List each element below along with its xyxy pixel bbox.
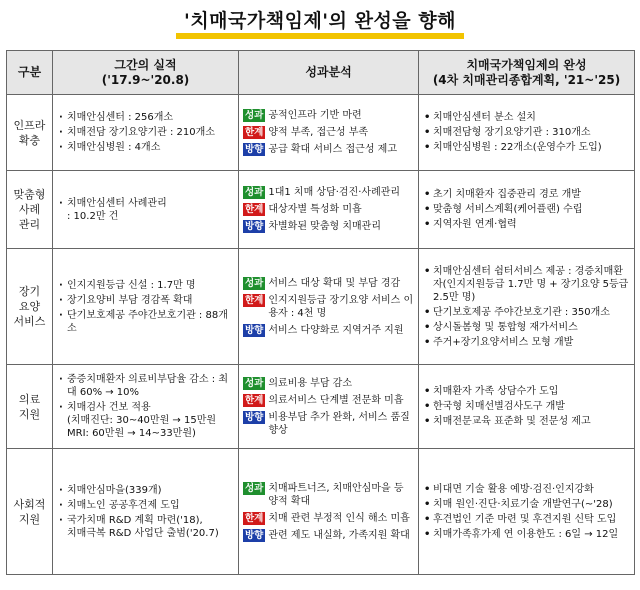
tag-result: 성과 [245, 187, 264, 198]
achievements-list [57, 197, 234, 223]
analysis-cell [239, 365, 419, 449]
analysis-cell [239, 171, 419, 249]
completion-item: • 맞춤형 서비스계획(케어플랜) 수립 [423, 203, 630, 216]
analysis-text: 의료서비스 단계별 전문화 미흡 [268, 394, 404, 406]
achievements-cell [53, 171, 239, 249]
completion-cell [419, 449, 635, 575]
achievements-cell [53, 249, 239, 365]
completion-list [423, 188, 630, 231]
header-achievements [53, 51, 239, 95]
tag-direction: 방향 [245, 144, 264, 155]
row-category: 맞춤형 사례 관리 [7, 171, 53, 249]
analysis-text: 차별화된 맞춤형 치매관리 [268, 221, 381, 232]
achievement-item: · 단기보호제공 주야간보호기관 : 88개소 [57, 309, 234, 335]
completion-item: • 비대면 기술 활용 예방·검진·인지강화 [423, 483, 630, 496]
analysis-text: 양적 부족, 접근성 부족 [268, 127, 369, 138]
analysis-cell [239, 249, 419, 365]
analysis-item [243, 277, 414, 290]
tag-limit: 한계 [245, 512, 264, 524]
analysis-text: 서비스 대상 확대 및 부담 경감 [268, 277, 401, 289]
analysis-item [243, 512, 414, 525]
achievements-cell [53, 365, 239, 449]
achievements-list [57, 111, 234, 154]
tag-direction: 방향 [245, 324, 264, 336]
analysis-text: 비용부담 추가 완화, 서비스 품질향상 [268, 411, 410, 436]
completion-list [423, 265, 630, 349]
completion-item: • 단기보호제공 주야간보호기관 : 350개소 [423, 306, 630, 319]
analysis-text: 치매 관련 부정적 인식 해소 미흡 [268, 512, 410, 524]
completion-list [423, 483, 630, 541]
analysis-item [243, 203, 414, 216]
tag-direction: 방향 [245, 529, 264, 541]
analysis-text: 대상자별 특성화 미흡 [268, 204, 362, 215]
analysis-item [243, 294, 414, 320]
analysis-item [243, 377, 414, 390]
analysis-text: 1대1 치매 상담·검진·사례관리 [268, 187, 401, 198]
analysis-text: 의료비용 부담 감소 [268, 377, 352, 389]
completion-list [423, 385, 630, 428]
analysis-text: 공급 확대 서비스 접근성 제고 [268, 144, 397, 155]
achievements-list [57, 484, 234, 540]
achievement-item: · 중증치매환자 의료비부담율 감소 : 최대 60% → 10% [57, 373, 234, 399]
analysis-group [243, 184, 414, 235]
analysis-item [243, 324, 414, 337]
analysis-item [243, 394, 414, 407]
completion-item: • 치매안심센터 쉼터서비스 제공 : 경증치매환자(인지지원등급 1.7만 명 + 장기요양 5등급 2.5만 명) [423, 265, 630, 304]
table-header-row [7, 51, 635, 95]
achievement-item: · 치매안심센터 사례관리 : 10.2만 건 [57, 197, 234, 223]
analysis-text: 서비스 다양화로 지역거주 지원 [268, 324, 404, 336]
achievement-item: · 치매안심병원 : 4개소 [57, 141, 234, 154]
completion-cell [419, 171, 635, 249]
completion-item: • 치매가족휴가제 연 이용한도 : 6일 → 12일 [423, 528, 630, 541]
analysis-item [243, 220, 414, 233]
completion-cell [419, 365, 635, 449]
completion-cell [419, 249, 635, 365]
achievement-item: · 치매안심센터 : 256개소 [57, 111, 234, 124]
completion-item: • 치매안심센터 분소 설치 [423, 111, 630, 124]
analysis-item [243, 529, 414, 542]
completion-cell [419, 95, 635, 171]
achievements-cell [53, 95, 239, 171]
tag-result: 성과 [245, 482, 264, 494]
tag-limit: 한계 [245, 127, 264, 138]
analysis-text: 관련 제도 내실화, 가족지원 확대 [268, 529, 410, 541]
completion-item: • 초기 치매환자 집중관리 경로 개발 [423, 188, 630, 201]
completion-item: • 치매환자 가족 상담수가 도입 [423, 385, 630, 398]
completion-item: • 치매전문교육 표준화 및 전문성 제고 [423, 415, 630, 428]
achievement-item: · 치매노인 공공후견제 도입 [57, 499, 234, 512]
analysis-group [243, 107, 414, 158]
table-row [7, 249, 635, 365]
achievements-list [57, 279, 234, 335]
tag-limit: 한계 [245, 294, 264, 306]
completion-item: • 후견법인 기준 마련 및 후견지원 신탁 도입 [423, 513, 630, 526]
achievements-cell [53, 449, 239, 575]
analysis-group [243, 480, 414, 544]
analysis-text: 공적인프라 기반 마련 [268, 110, 362, 121]
header-completion-title: 치매국가책임제의 완성 [466, 57, 587, 72]
row-category: 장기 요양 서비스 [7, 249, 53, 365]
tag-result: 성과 [245, 377, 264, 389]
achievement-item: · 치매검사 건보 적용 (치매진단: 30~40만원 → 15만원 MRI: 60만원 → 14~33만원) [57, 401, 234, 440]
header-analysis: 성과분석 [239, 51, 419, 95]
achievements-list [57, 373, 234, 440]
tag-result: 성과 [245, 110, 264, 121]
completion-item: • 주거+장기요양서비스 모형 개발 [423, 336, 630, 349]
completion-item: • 치매전담형 장기요양기관 : 310개소 [423, 126, 630, 139]
analysis-item [243, 143, 414, 156]
analysis-item [243, 109, 414, 122]
table-row [7, 365, 635, 449]
analysis-item [243, 126, 414, 139]
policy-table [6, 50, 635, 575]
analysis-item [243, 482, 414, 508]
analysis-text: 인지지원등급 장기요양 서비스 이용자 : 4천 명 [268, 294, 414, 319]
row-category: 인프라 확충 [7, 95, 53, 171]
tag-limit: 한계 [245, 394, 264, 406]
completion-item: • 치매 원인·진단·치료기술 개발연구(~'28) [423, 498, 630, 511]
header-completion-sub: (4차 치매관리종합계획, '21~'25) [432, 72, 621, 87]
achievement-item: · 국가치매 R&D 계획 마련('18), 치매극복 R&D 사업단 출범('20.7) [57, 514, 234, 540]
analysis-text: 치매파트너즈, 치매안심마을 등 양적 확대 [268, 482, 404, 507]
tag-limit: 한계 [245, 204, 264, 215]
page-title: '치매국가책임제'의 완성을 향해 [184, 10, 456, 32]
table-row [7, 95, 635, 171]
analysis-cell [239, 95, 419, 171]
achievement-item: · 인지지원등급 신설 : 1.7만 명 [57, 279, 234, 292]
completion-item: • 한국형 치매선별검사도구 개발 [423, 400, 630, 413]
tag-direction: 방향 [245, 411, 264, 423]
header-completion [419, 51, 635, 95]
table-row [7, 171, 635, 249]
completion-list [423, 111, 630, 154]
completion-item: • 치매안심병원 : 22개소(운영수가 도입) [423, 141, 630, 154]
achievement-item: · 치매안심마을(339개) [57, 484, 234, 497]
analysis-group [243, 275, 414, 339]
header-achievements-title: 그간의 실적 [114, 57, 177, 72]
table-row [7, 449, 635, 575]
achievement-item: · 장기요양비 부담 경감폭 확대 [57, 294, 234, 307]
analysis-group [243, 375, 414, 439]
header-achievements-period: ('17.9~'20.8) [101, 72, 190, 87]
tag-result: 성과 [245, 277, 264, 289]
analysis-cell [239, 449, 419, 575]
title-underline [176, 33, 464, 39]
tag-direction: 방향 [245, 221, 264, 232]
achievement-item: · 치매전담 장기요양기관 : 210개소 [57, 126, 234, 139]
completion-item: • 상시돌봄형 및 통합형 재가서비스 [423, 321, 630, 334]
completion-item: • 지역자원 연계·협력 [423, 218, 630, 231]
analysis-item [243, 411, 414, 437]
header-category: 구분 [7, 51, 53, 95]
analysis-item [243, 186, 414, 199]
row-category: 의료 지원 [7, 365, 53, 449]
row-category: 사회적 지원 [7, 449, 53, 575]
